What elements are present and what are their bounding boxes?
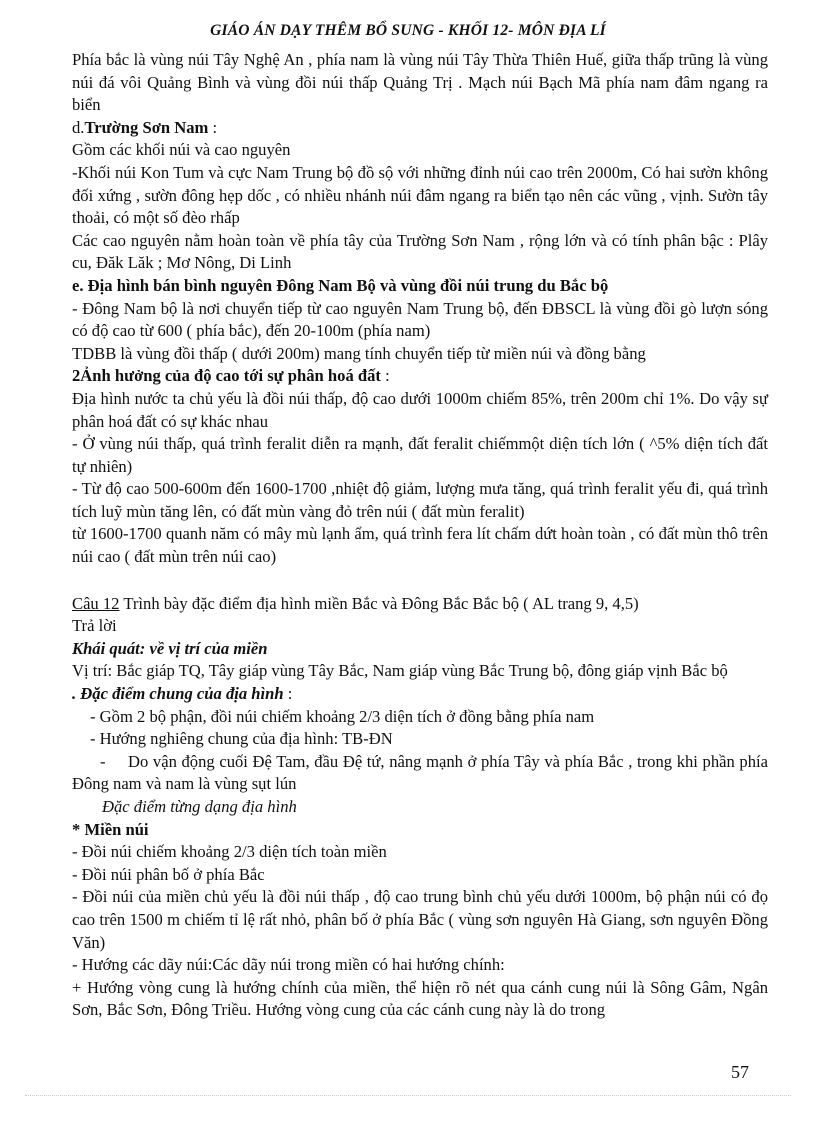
section-title: Trường Sơn Nam xyxy=(84,117,209,137)
paragraph: - Đồi núi chiếm khoảng 2/3 diện tích toàn miền xyxy=(72,842,387,862)
paragraph: - Hướng các dãy núi:Các dãy núi trong miền có hai hướng chính: xyxy=(72,955,505,975)
list-marker: - xyxy=(100,751,106,771)
paragraph: - Đông Nam bộ là nơi chuyển tiếp từ cao nguyên Nam Trung bộ, đến ĐBSCL là vùng đồi gò lượn sóng có độ cao từ 600 ( phía bắc), đến 20-100m (phía nam) xyxy=(72,298,768,341)
paragraph: Địa hình nước ta chủ yếu là đồi núi thấp, độ cao dưới 1000m chiếm 85%, trên 200m chỉ 1%. Do vậy sự phân hoá đất có sự khác nhau xyxy=(72,388,768,431)
paragraph: Các cao nguyên nằm hoàn toàn về phía tây của Trường Sơn Nam , rộng lớn và có tính phân bậc : Plây cu, Đăk Lăk ; Mơ Nông, Di Linh xyxy=(72,230,768,273)
paragraph: - Ở vùng núi thấp, quá trình feralit diễn ra mạnh, đất feralit chiếmmột diện tích lớn ( ^5% diện tích đất tự nhiên) xyxy=(72,434,768,476)
section-heading-e: e. Địa hình bán bình nguyên Đông Nam Bộ và vùng đồi núi trung du Bắc bộ xyxy=(72,275,609,295)
question-label: Câu 12 xyxy=(72,593,120,613)
paragraph: -Khối núi Kon Tum và cực Nam Trung bộ đồ sộ với những đỉnh núi cao trên 2000m, Có hai sườn không đối xứng , sườn đông hẹp dốc , có nhiều nhánh núi đâm ngang ra biển tạo nên các vũng , vịnh. Sườn tây thoải, có một số đèo rhấp xyxy=(72,162,768,228)
list-item-text: Do vận động cuối Đệ Tam, đầu Đệ tứ, nâng mạnh ở phía Tây và phía Bắc , trong khi phần phía Đông nam và nam là vùng sụt lún xyxy=(72,751,768,794)
paragraph: từ 1600-1700 quanh năm có mây mù lạnh ẩm, quá trình fera lít chấm dứt hoàn toàn , có đất mùn thô trên núi cao ( đất mùn trên núi cao) xyxy=(72,524,768,567)
overview-heading: Khái quát: về vị trí của miền xyxy=(72,638,268,658)
general-heading xyxy=(72,683,768,706)
section-title: 2Ảnh hưởng của độ cao tới sự phân hoá đất xyxy=(72,366,381,386)
paragraph: - Đồi núi của miền chủ yếu là đồi núi thấp , độ cao trung bình chủ yếu dưới 1000m, bộ phận núi có đọ cao trên 1500 m chiếm tỉ lệ rất nhỏ, phân bố ở phía Bắc ( vùng sơn nguyên Hà Giang, sơn nguyên Đồng Văn) xyxy=(72,887,768,952)
paragraph: Phía bắc là vùng núi Tây Nghệ An , phía nam là vùng núi Tây Thừa Thiên Huế, giữa thấp trũng là vùng núi đá vôi Quảng Bình và vùng đồi núi thấp Quảng Trị . Mạch núi Bạch Mã phía nam đâm ngang ra biển xyxy=(72,50,768,115)
list-item: - Hướng nghiêng chung của địa hình: TB-ĐN xyxy=(90,729,393,749)
paragraph: Gồm các khối núi và cao nguyên xyxy=(72,140,291,160)
question-text: Trình bày đặc điểm địa hình miền Bắc và Đông Bắc Bắc bộ ( AL trang 9, 4,5) xyxy=(119,593,639,613)
mountain-heading: * Miền núi xyxy=(72,819,149,839)
subsection-heading: Đặc điểm từng dạng địa hình xyxy=(102,797,297,816)
page-header: GIÁO ÁN DẠY THÊM BỔ SUNG - KHỐI 12- MÔN ĐỊA LÍ xyxy=(210,22,606,39)
answer-label: Trả lời xyxy=(72,616,117,636)
footer-divider xyxy=(25,1095,791,1096)
spacer xyxy=(72,569,768,593)
list-item: - Gồm 2 bộ phận, đồi núi chiếm khoảng 2/3 diện tích ở đồng bằng phía nam xyxy=(90,706,595,726)
document-body xyxy=(72,49,768,1022)
section-suffix: : xyxy=(283,684,293,704)
section-suffix: : xyxy=(380,366,390,386)
page-number: 57 xyxy=(731,1062,749,1082)
section-heading-d xyxy=(72,117,768,140)
paragraph: TDBB là vùng đồi thấp ( dưới 200m) mang tính chuyển tiếp từ miền núi và đồng bằng xyxy=(72,343,646,363)
section-suffix: : xyxy=(208,117,218,137)
section-title: . Đặc điểm chung của địa hình xyxy=(72,684,284,704)
section-prefix: d. xyxy=(72,117,85,137)
question-heading xyxy=(72,593,768,616)
paragraph: + Hướng vòng cung là hướng chính của miền, thể hiện rõ nét qua cánh cung núi là Sông Gâm, Ngân Sơn, Bắc Sơn, Đông Triều. Hướng vòng cung của các cánh cung này là do trong xyxy=(72,977,768,1020)
paragraph: - Đồi núi phân bố ở phía Bắc xyxy=(72,864,265,884)
paragraph: - Từ độ cao 500-600m đến 1600-1700 ,nhiệt độ giảm, lượng mưa tăng, quá trình feralit yếu đi, quá trình tích luỹ mùn tăng lên, có đất mùn vàng đỏ trên núi ( đất mùn feralit) xyxy=(72,479,768,521)
list-item-indented xyxy=(72,751,768,796)
paragraph: Vị trí: Bắc giáp TQ, Tây giáp vùng Tây Bắc, Nam giáp vùng Bắc Trung bộ, đông giáp vịnh Bắc bộ xyxy=(72,661,728,681)
section-heading-2 xyxy=(72,365,768,388)
